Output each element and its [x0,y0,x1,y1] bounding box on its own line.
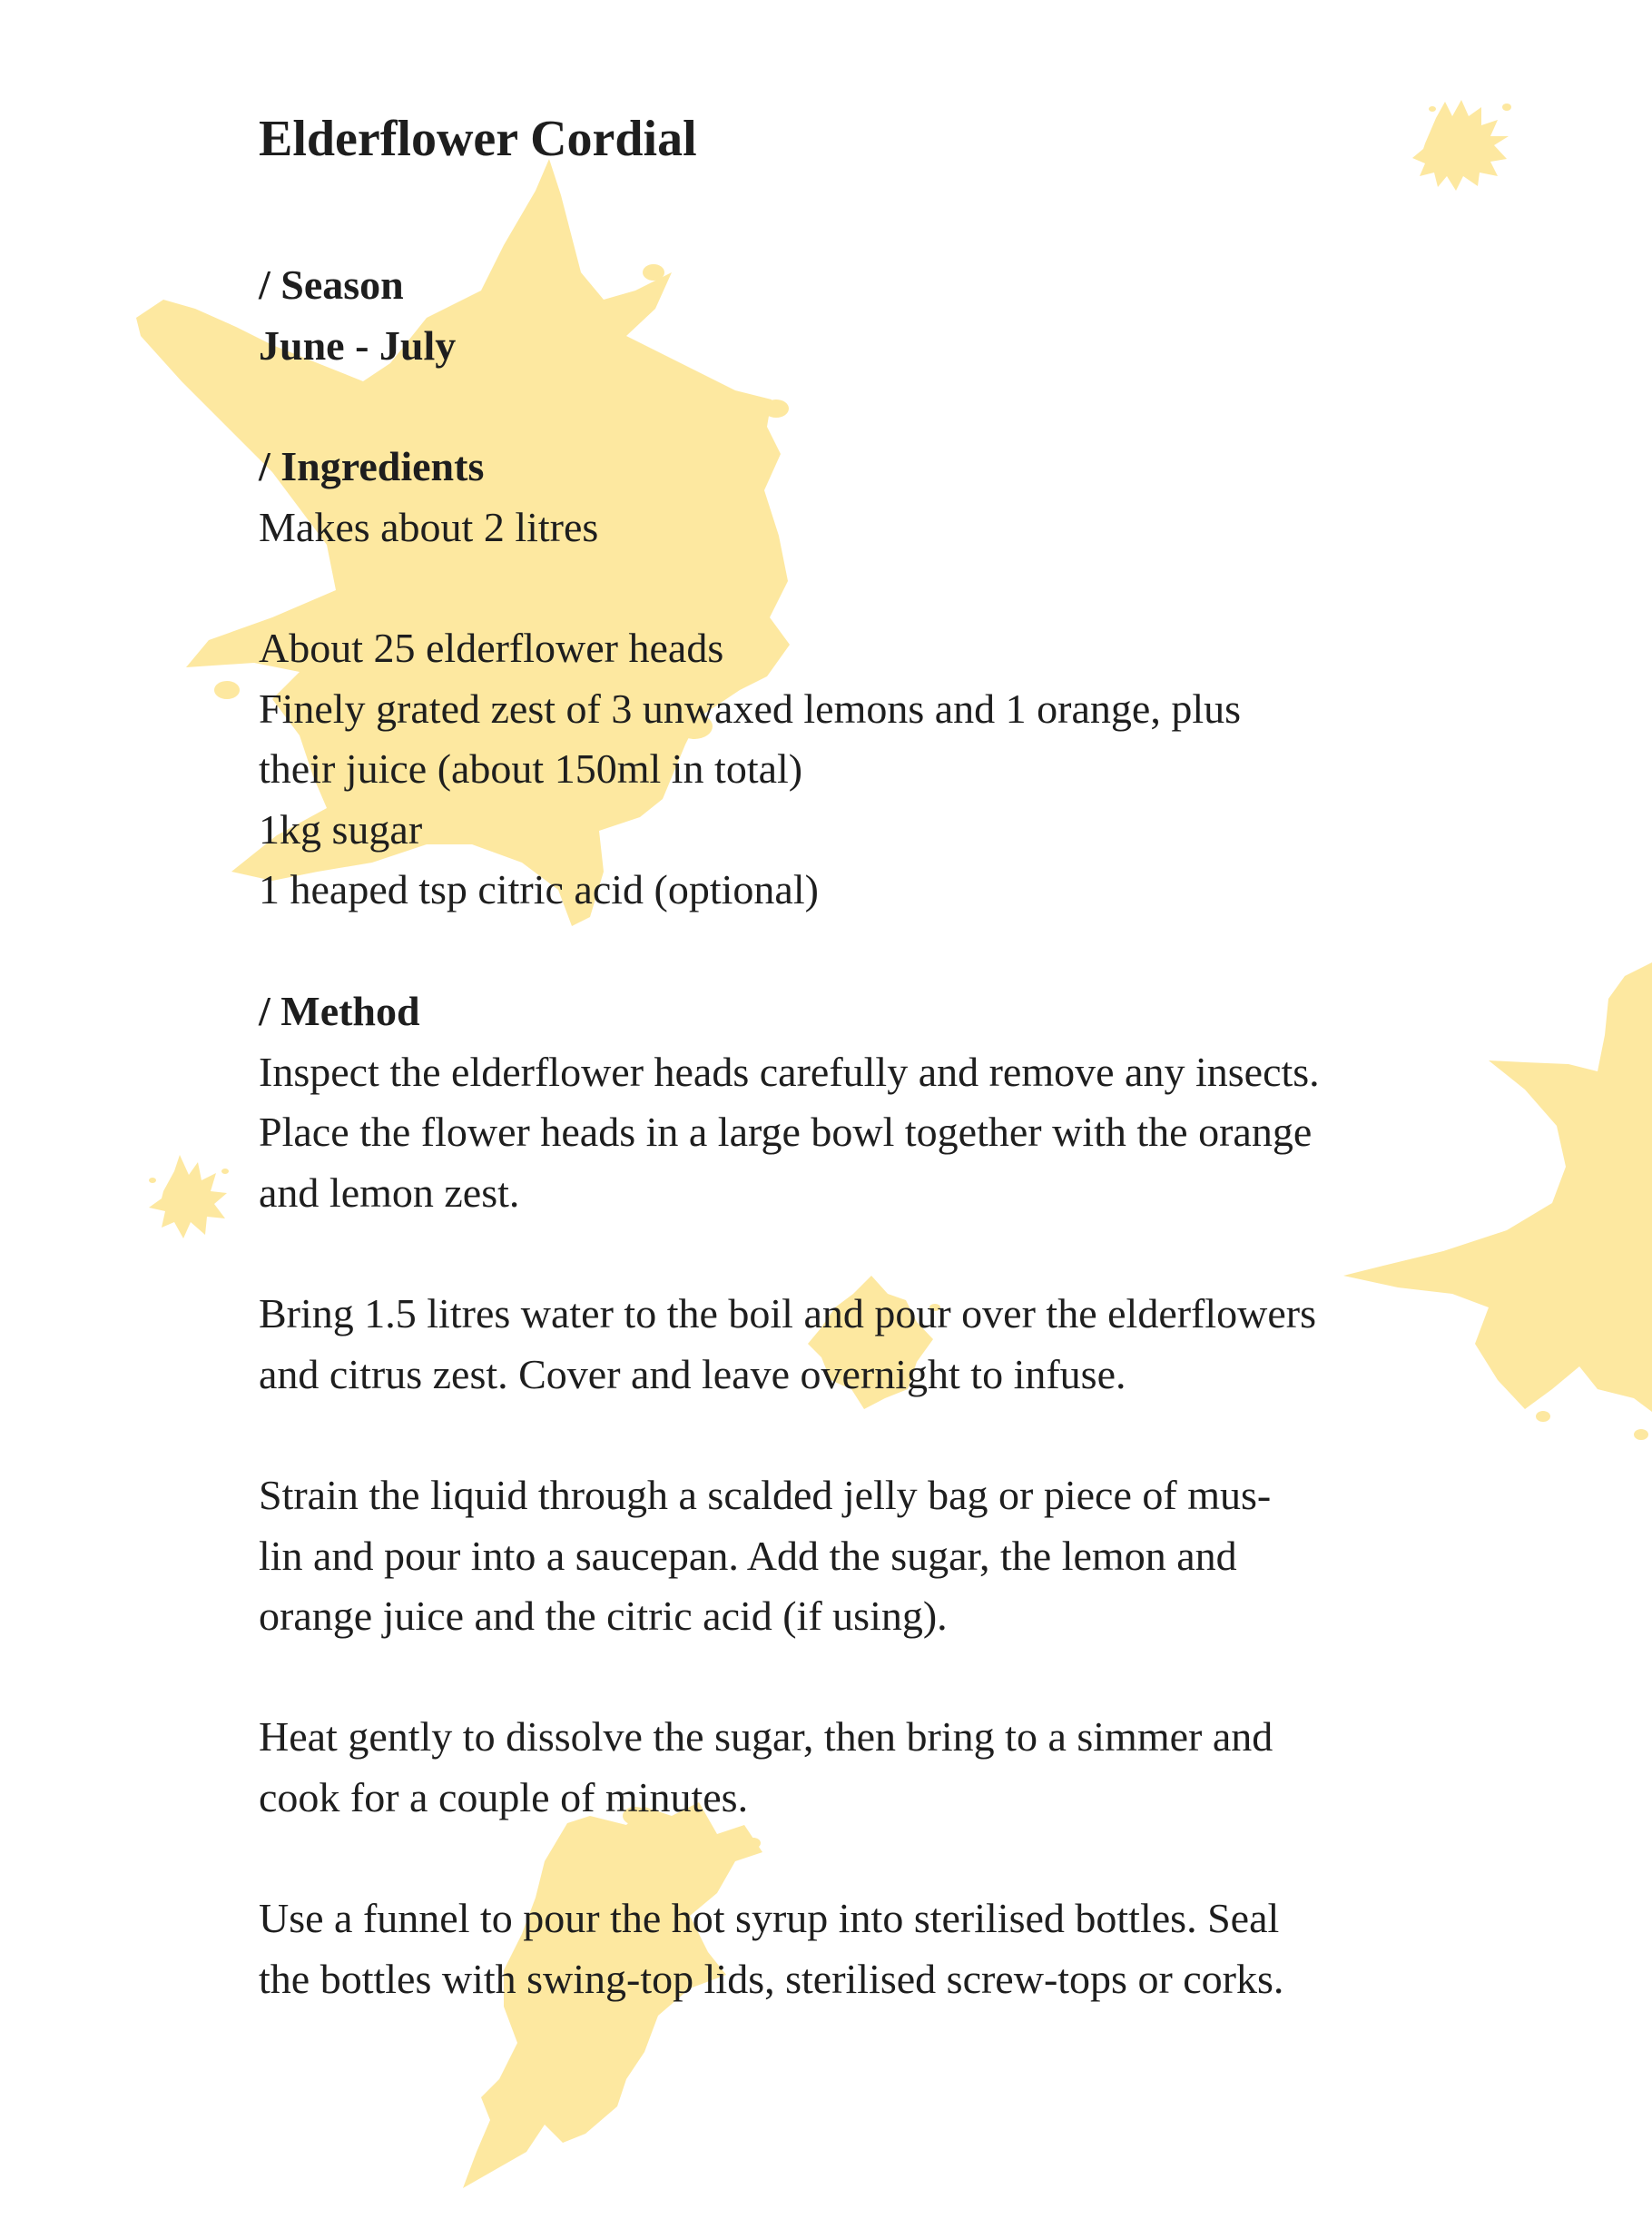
method-step-2 [259,1284,1316,1405]
splash-large-right [1343,962,1652,1440]
season-heading: / Season [259,261,404,308]
method-heading: / Method [259,988,420,1034]
splash-small-left [149,1155,229,1238]
ingredient-item: 1 heaped tsp citric acid (optional) [259,866,819,912]
ingredients-yield: Makes about 2 litres [259,503,599,550]
method-step-5 [259,1889,1283,2009]
method-step-3-line: orange juice and the citric acid (if using). [259,1593,948,1639]
method-step-2-line: and citrus zest. Cover and leave overnight to infuse. [259,1350,1126,1397]
ingredient-item: About 25 elderflower heads [259,625,724,671]
method-step-4 [259,1707,1273,1828]
method-step-1-line: Inspect the elderflower heads carefully and remove any insects. [259,1048,1320,1095]
method-section [259,981,1320,1223]
season-value: June - July [259,321,457,369]
method-step-2-line: Bring 1.5 litres water to the boil and pour over the elderflowers [259,1290,1317,1336]
method-step-3-line: Strain the liquid through a scalded jelly bag or piece of mus- [259,1472,1272,1518]
method-step-4-line: Heat gently to dissolve the sugar, then bring to a simmer and [259,1713,1273,1760]
method-step-3 [259,1465,1271,1647]
ingredient-item: their juice (about 150ml in total) [259,745,803,792]
ingredient-item: Finely grated zest of 3 unwaxed lemons and 1 orange, plus [259,685,1242,732]
method-step-1-line: Place the flower heads in a large bowl together with the orange [259,1109,1313,1155]
recipe-title: Elderflower Cordial [259,111,697,167]
method-step-1-line: and lemon zest. [259,1169,520,1216]
ingredients-list [259,618,1241,921]
season-section [259,255,456,376]
method-step-4-line: cook for a couple of minutes. [259,1773,749,1820]
method-step-5-line: the bottles with swing-top lids, sterilised screw-tops or corks. [259,1955,1284,2002]
ingredients-section [259,437,598,557]
ingredient-item: 1kg sugar [259,805,423,853]
splash-small-top-right [1412,100,1511,191]
ingredients-heading: / Ingredients [259,443,485,489]
method-step-5-line: Use a funnel to pour the hot syrup into sterilised bottles. Seal [259,1895,1280,1941]
method-step-3-line: lin and pour into a saucepan. Add the sugar, the lemon and [259,1532,1237,1579]
